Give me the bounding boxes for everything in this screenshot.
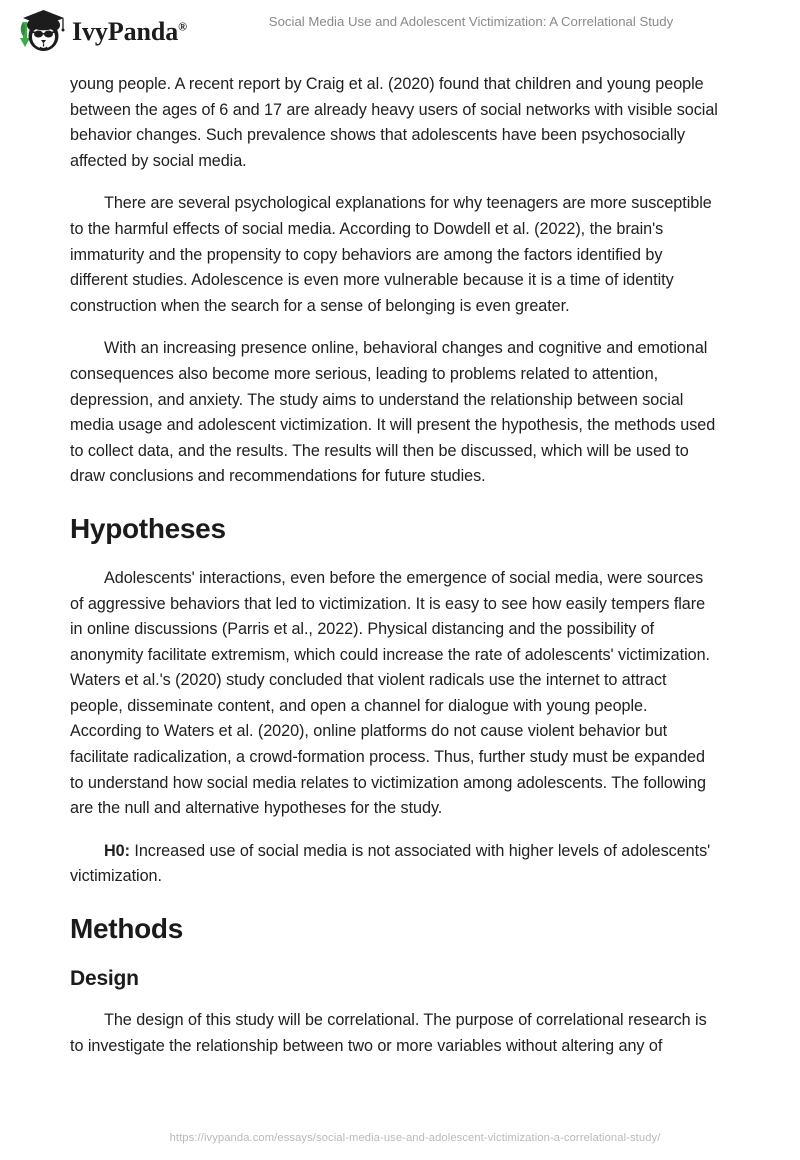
heading-methods: Methods	[70, 913, 184, 945]
heading-hypotheses: Hypotheses	[70, 512, 226, 544]
brand-name-text: IvyPanda	[72, 17, 179, 46]
paragraph-psychological-explanations: There are several psychological explanations for why teenagers are more susceptible to the harmful effects of social media. According to Dowdell et al. (2022), the brain's immaturity and the propensity to copy behaviors are among the factors identified by different studies. Adolescence is even more vulnerable because it is a time of identity construction when the search for a sense of belonging is even greater.	[70, 194, 712, 315]
heading-design: Design	[70, 967, 139, 991]
page-footer	[0, 1128, 800, 1146]
page-header	[0, 0, 800, 62]
source-url[interactable]: https://ivypanda.com/essays/social-media-use-and-adolescent-victimization-a-correlational-study/	[169, 1132, 661, 1144]
page-title: Social Media Use and Adolescent Victimization: A Correlational Study	[268, 14, 674, 29]
hypothesis-label: H0:	[104, 841, 130, 860]
paragraph-continuation: young people. A recent report by Craig et al. (2020) found that children and young people between the ages of 6 and 17 are already heavy users of social networks with visible social behavior changes. Such prevalence shows that adolescents have been psychosocially affected by social media.	[70, 75, 718, 170]
hypothesis-statement: Increased use of social media is not associated with higher levels of adolescents' victimization.	[70, 841, 711, 886]
paragraph-online-presence: With an increasing presence online, behavioral changes and cognitive and emotional consequences also become more serious, leading to problems related to attention, depression, and anxiety. The study aims to understand the relationship between social media usage and adolescent victimization. It will present the hypothesis, the methods used to collect data, and the results. The results will then be discussed, which will be used to draw conclusions and recommendations for future studies.	[70, 339, 716, 486]
paragraph-adolescent-interactions: Adolescents' interactions, even before the emergence of social media, were sources of aggressive behaviors that led to victimization. It is easy to see how easily tempers flare in online discussions (Parris et al., 2022). Physical distancing and the possibility of anonymity facilitate extremism, which could increase the rate of adolescents' victimization. Waters et al.'s (2020) study concluded that violent radicals use the internet to attract people, disseminate content, and open a channel for dialogue with young people. According to Waters et al. (2020), online platforms do not cause violent behavior but facilitate radicalization, a crowd-formation process. Thus, further study must be expanded to understand how social media relates to victimization among adolescents. The following are the null and alternative hypotheses for the study.	[70, 568, 710, 818]
registered-trademark-icon: ®	[178, 19, 187, 34]
paragraph-design-description: The design of this study will be correlational. The purpose of correlational research is to investigate the relationship between two or more variables without altering any of	[70, 1011, 707, 1055]
document-body	[70, 72, 720, 1076]
paragraph-null-hypothesis	[70, 839, 720, 890]
